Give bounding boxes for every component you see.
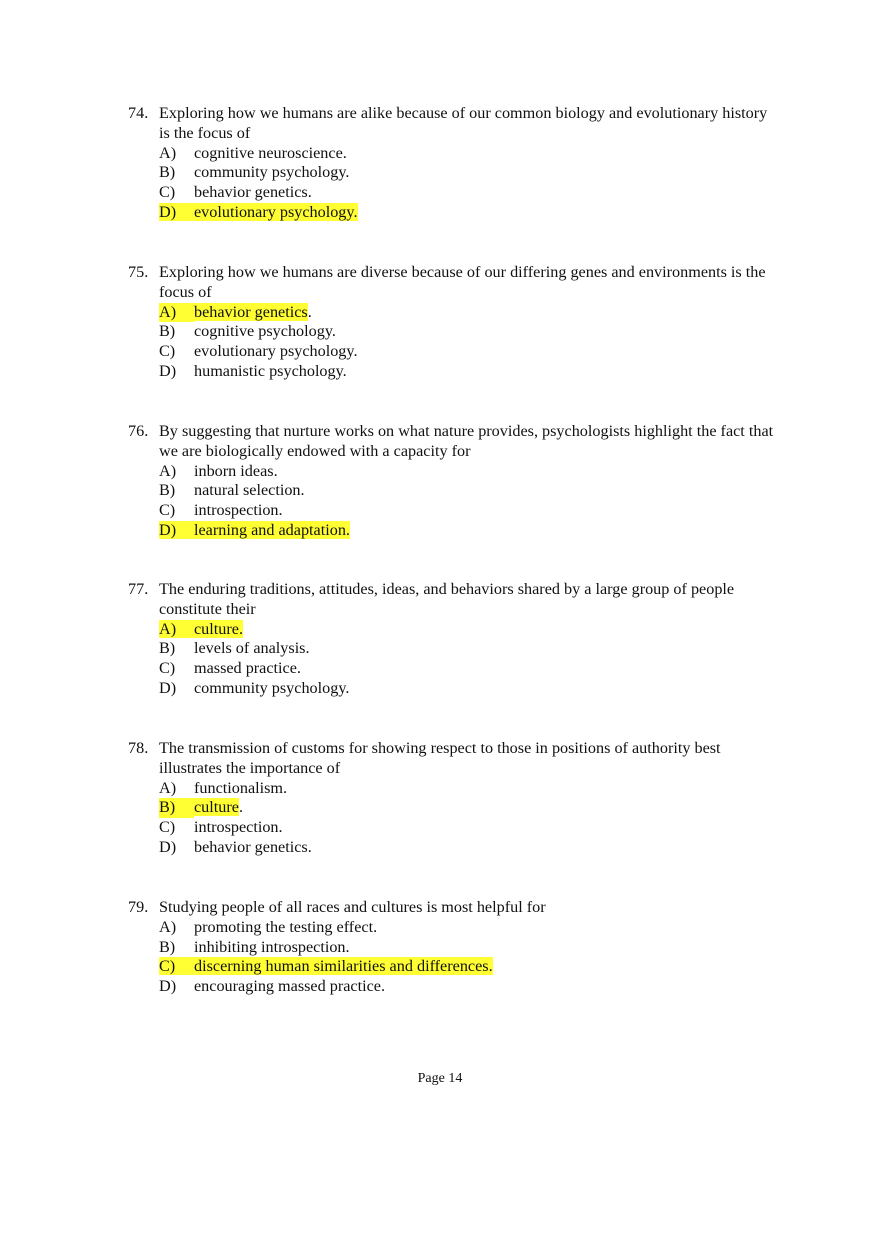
option-letter: A)	[159, 917, 177, 936]
option-d	[159, 679, 778, 699]
option-letter: A)	[159, 461, 177, 480]
option-c	[159, 818, 778, 838]
answer-options	[159, 779, 778, 858]
option-text: promoting the testing effect.	[194, 917, 378, 936]
option-tail: .	[307, 302, 312, 321]
option-a	[159, 918, 778, 938]
question-text: Studying people of all races and cultures is most helpful for	[159, 898, 546, 916]
option-b-highlighted-answer	[159, 798, 778, 818]
option-text: encouraging massed practice.	[194, 977, 386, 996]
option-d	[159, 838, 778, 858]
option-text: evolutionary psychology.	[194, 202, 358, 221]
question-78	[128, 739, 778, 858]
question-number: 79.	[128, 898, 149, 916]
option-letter: C)	[159, 183, 176, 202]
option-text: humanistic psychology.	[194, 361, 347, 380]
option-c	[159, 183, 778, 203]
option-letter: C)	[159, 342, 176, 361]
option-a	[159, 462, 778, 482]
answer-highlight	[159, 203, 358, 221]
option-text: functionalism.	[194, 778, 288, 797]
question-number: 75.	[128, 263, 149, 281]
question-76	[128, 422, 778, 541]
option-a	[159, 144, 778, 164]
option-letter: B)	[159, 798, 194, 818]
option-letter: A)	[159, 778, 177, 797]
option-text: culture	[194, 798, 239, 817]
page-number: Page 14	[417, 1071, 463, 1086]
option-letter: D)	[159, 678, 177, 697]
option-letter: C)	[159, 818, 176, 837]
answer-options	[159, 462, 778, 541]
option-a-highlighted-answer	[159, 620, 778, 640]
answer-options	[159, 620, 778, 699]
option-letter: C)	[159, 659, 176, 678]
option-text: introspection.	[194, 818, 283, 837]
option-c-highlighted-answer	[159, 957, 778, 977]
question-77	[128, 580, 778, 699]
option-letter: C)	[159, 957, 176, 976]
option-letter: A)	[159, 143, 177, 162]
option-text: behavior genetics	[194, 302, 308, 321]
answer-highlight	[159, 620, 243, 638]
option-letter: C)	[159, 501, 176, 520]
option-text: cognitive neuroscience.	[194, 143, 347, 162]
option-c	[159, 659, 778, 679]
question-74	[128, 104, 778, 223]
option-text: discerning human similarities and differences.	[194, 957, 493, 976]
option-tail: .	[238, 798, 243, 817]
question-text: The enduring traditions, attitudes, ideas, and behaviors shared by a large group of people constitute their	[159, 580, 735, 618]
option-text: inhibiting introspection.	[194, 937, 350, 956]
option-b	[159, 163, 778, 183]
option-letter: D)	[159, 202, 177, 221]
option-text: behavior genetics.	[194, 837, 312, 856]
option-d-highlighted-answer	[159, 203, 778, 223]
option-text: levels of analysis.	[194, 639, 310, 658]
option-text: cognitive psychology.	[194, 322, 336, 341]
question-text: The transmission of customs for showing respect to those in positions of authority best illustrates the importance of	[159, 739, 721, 777]
option-letter: B)	[159, 937, 176, 956]
option-c	[159, 342, 778, 362]
option-text: learning and adaptation.	[194, 520, 350, 539]
option-text: massed practice.	[194, 659, 301, 678]
answer-options	[159, 918, 778, 997]
option-b	[159, 639, 778, 659]
option-text: evolutionary psychology.	[194, 342, 358, 361]
option-letter: B)	[159, 163, 176, 182]
option-letter: B)	[159, 322, 176, 341]
option-text: introspection.	[194, 501, 283, 520]
option-letter: D)	[159, 977, 177, 996]
option-letter: B)	[159, 481, 176, 500]
question-number: 74.	[128, 104, 149, 122]
answer-options	[159, 144, 778, 223]
option-text: culture.	[194, 619, 243, 638]
question-text: Exploring how we humans are alike because of our common biology and evolutionary history is the focus of	[159, 104, 768, 142]
option-d-highlighted-answer	[159, 521, 778, 541]
option-b	[159, 938, 778, 958]
question-number: 76.	[128, 422, 149, 440]
option-letter: B)	[159, 639, 176, 658]
answer-options	[159, 303, 778, 382]
question-number: 77.	[128, 580, 149, 598]
option-letter: D)	[159, 361, 177, 380]
question-number: 78.	[128, 739, 149, 757]
option-text: behavior genetics.	[194, 183, 312, 202]
answer-highlight	[159, 957, 493, 975]
option-letter: D)	[159, 837, 177, 856]
question-text: Exploring how we humans are diverse because of our differing genes and environments is the focus of	[159, 263, 766, 301]
option-b	[159, 322, 778, 342]
option-text: inborn ideas.	[194, 461, 278, 480]
question-text: By suggesting that nurture works on what nature provides, psychologists highlight the fact that we are biologically endowed with a capacity for	[159, 422, 774, 460]
option-letter: D)	[159, 520, 177, 539]
answer-highlight	[159, 521, 350, 539]
option-d	[159, 362, 778, 382]
option-text: community psychology.	[194, 678, 350, 697]
question-75	[128, 263, 778, 382]
option-text: natural selection.	[194, 481, 305, 500]
option-text: community psychology.	[194, 163, 350, 182]
option-b	[159, 481, 778, 501]
option-d	[159, 977, 778, 997]
option-letter: A)	[159, 619, 177, 638]
option-letter: A)	[159, 303, 194, 323]
option-a	[159, 779, 778, 799]
question-79	[128, 898, 778, 997]
option-a-highlighted-answer	[159, 303, 778, 323]
option-c	[159, 501, 778, 521]
